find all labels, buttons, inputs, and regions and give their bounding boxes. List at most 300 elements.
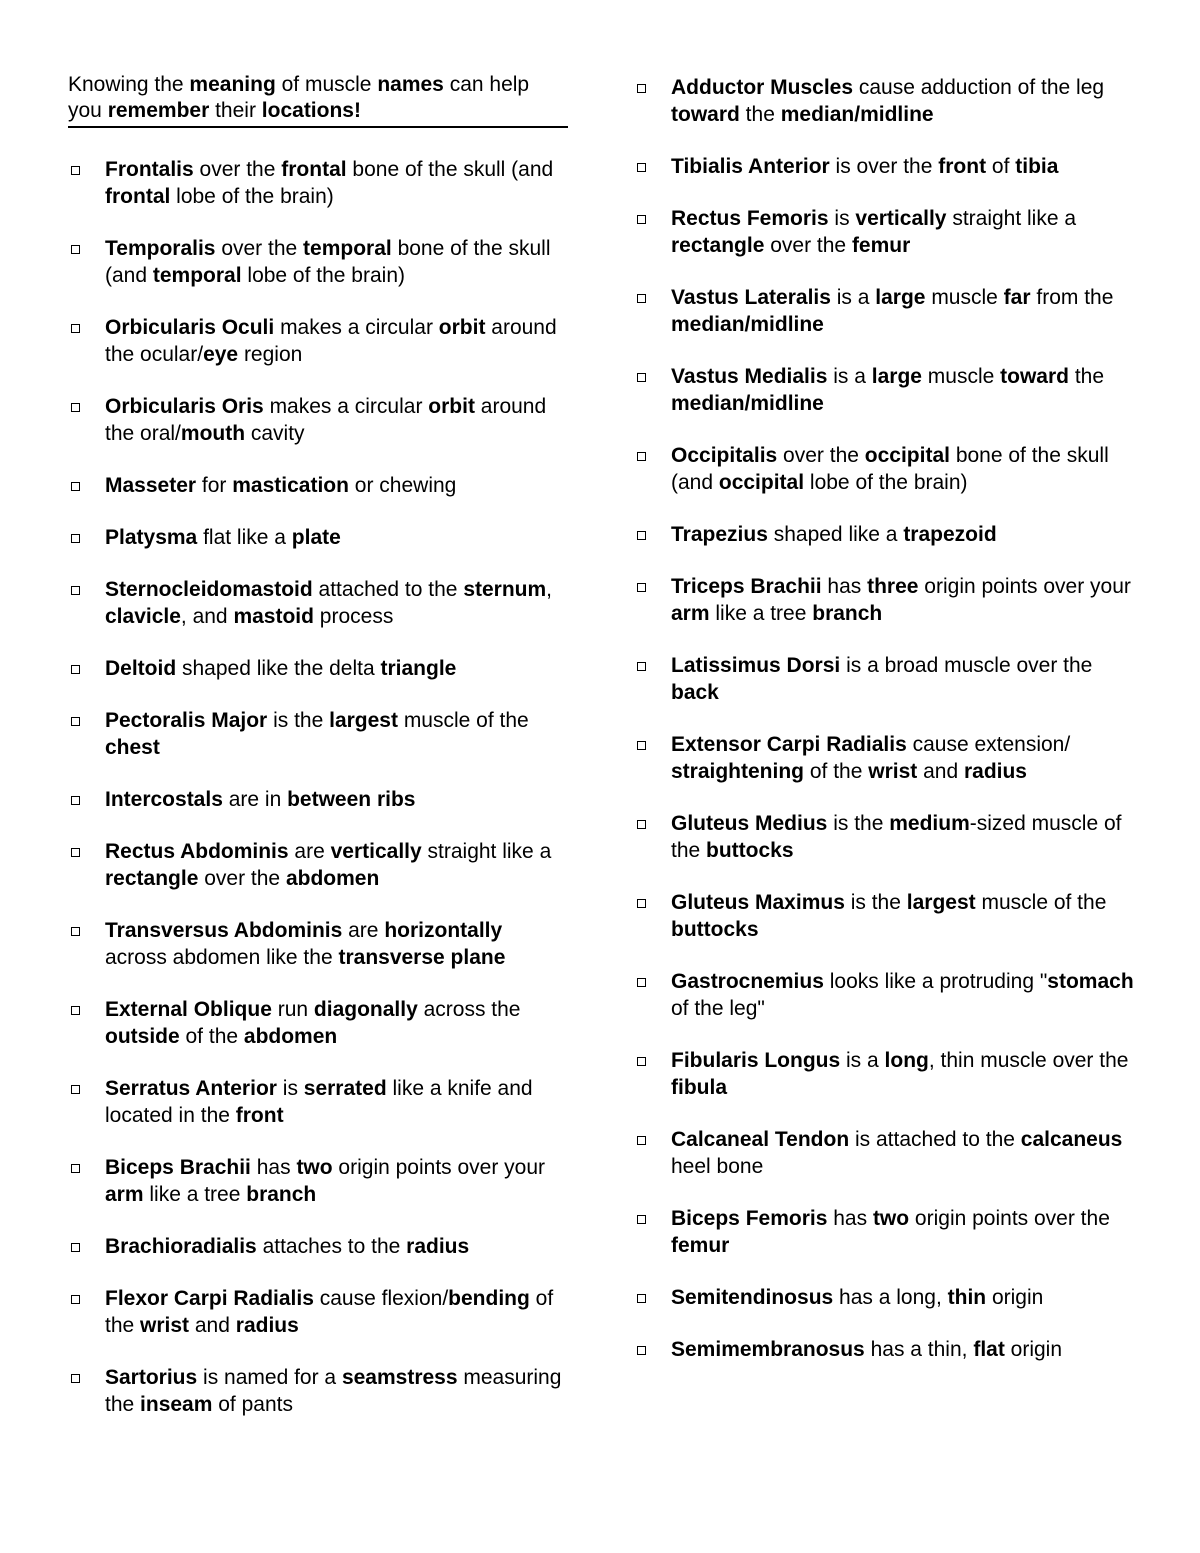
bold-term: Sartorius	[105, 1366, 198, 1389]
bold-term: Biceps Femoris	[671, 1207, 828, 1230]
text-run: is over the	[829, 155, 939, 178]
bold-term: radius	[406, 1235, 470, 1258]
bold-term: fibula	[671, 1076, 727, 1099]
bold-term: toward	[671, 103, 740, 126]
checklist-item	[68, 235, 568, 289]
checkbox-icon[interactable]	[637, 741, 646, 750]
right-checklist	[634, 74, 1134, 1363]
bold-term: Masseter	[105, 474, 197, 497]
item-text	[105, 707, 568, 761]
bold-term: Vastus Lateralis	[671, 286, 831, 309]
bold-term: horizontally	[384, 919, 503, 942]
bold-term: eye	[203, 343, 239, 366]
text-run: has a thin,	[864, 1338, 974, 1361]
checklist-item	[634, 573, 1134, 627]
checklist-item	[68, 393, 568, 447]
checklist-item	[634, 968, 1134, 1022]
bold-term: tibia	[1015, 155, 1059, 178]
text-run: over the	[777, 444, 865, 467]
text-run: is a	[827, 365, 872, 388]
bold-term: Rectus Abdominis	[105, 840, 289, 863]
checklist-item	[634, 1126, 1134, 1180]
bold-term: largest	[329, 709, 398, 732]
text-run: like a knife and located in the	[105, 1077, 533, 1127]
text-run: run	[271, 998, 314, 1021]
text-run: lobe of the brain)	[804, 471, 968, 494]
item-text	[105, 1285, 568, 1339]
item-text	[105, 576, 568, 630]
text-run: origin points over the	[909, 1207, 1110, 1230]
checkbox-icon[interactable]	[71, 324, 80, 333]
text-run: straight like a	[421, 840, 552, 863]
bold-term: sternum	[463, 578, 547, 601]
text-run: of the leg"	[671, 997, 765, 1020]
bold-term: Platysma	[105, 526, 198, 549]
bold-term: transverse plane	[338, 946, 506, 969]
checklist-item	[68, 996, 568, 1050]
bold-term: Flexor Carpi Radialis	[105, 1287, 314, 1310]
checkbox-icon[interactable]	[71, 848, 80, 857]
item-text	[105, 1364, 568, 1418]
bold-term: Rectus Femoris	[671, 207, 829, 230]
text-run: is	[276, 1077, 304, 1100]
text-run: Knowing the	[68, 73, 190, 96]
bold-term: front	[235, 1104, 284, 1127]
text-run: makes a circular	[274, 316, 439, 339]
text-run: of the	[105, 1287, 554, 1337]
bold-term: mouth	[180, 422, 246, 445]
bold-term: abdomen	[285, 867, 380, 890]
bold-term: Gastrocnemius	[671, 970, 824, 993]
item-text	[671, 1336, 1134, 1363]
checkbox-icon[interactable]	[637, 1294, 646, 1303]
text-run: bone of the skull (and	[671, 444, 1109, 494]
text-run: over the	[764, 234, 852, 257]
bold-term: thin	[947, 1286, 987, 1309]
bold-term: femur	[671, 1234, 730, 1257]
bold-term: Fibularis Longus	[671, 1049, 841, 1072]
bold-term: temporal	[152, 264, 242, 287]
item-text	[671, 573, 1134, 627]
checklist-item	[634, 1336, 1134, 1363]
checklist-item	[634, 74, 1134, 128]
text-run: their	[209, 99, 262, 122]
bold-term: femur	[851, 234, 911, 257]
bold-term: temporal	[303, 237, 392, 260]
bold-term: remember	[107, 99, 210, 122]
checkbox-icon[interactable]	[71, 1243, 80, 1252]
item-text	[105, 524, 568, 551]
bold-term: Trapezius	[671, 523, 768, 546]
text-run: of the	[179, 1025, 244, 1048]
item-text	[671, 1205, 1134, 1259]
checkbox-icon[interactable]	[637, 373, 646, 382]
bold-term: mastication	[232, 474, 349, 497]
text-run: over the	[193, 158, 282, 181]
item-text	[671, 1047, 1134, 1101]
checkbox-icon[interactable]	[71, 245, 80, 254]
text-run: cause extension/	[906, 733, 1071, 756]
checkbox-icon[interactable]	[637, 84, 646, 93]
bold-term: Serratus Anterior	[105, 1077, 277, 1100]
checklist-item	[68, 1154, 568, 1208]
text-run: shaped like the delta	[176, 657, 381, 680]
bold-term: Orbicularis Oculi	[105, 316, 275, 339]
bold-term: medium	[889, 812, 970, 835]
text-run: of the	[804, 760, 869, 783]
text-run: like a tree	[143, 1183, 247, 1206]
bold-term: occipital	[864, 444, 950, 467]
text-run: region	[238, 343, 303, 366]
bold-term: meaning	[189, 73, 276, 96]
bold-term: Semimembranosus	[671, 1338, 865, 1361]
checkbox-icon[interactable]	[71, 717, 80, 726]
bold-term: Calcaneal Tendon	[671, 1128, 850, 1151]
checkbox-icon[interactable]	[637, 163, 646, 172]
text-run: process	[313, 605, 394, 628]
bold-term: two	[296, 1156, 333, 1179]
text-run: -sized muscle of the	[671, 812, 1122, 862]
text-run: muscle	[925, 286, 1004, 309]
bold-term: calcaneus	[1020, 1128, 1123, 1151]
bold-term: Orbicularis Oris	[105, 395, 264, 418]
bold-term: Brachioradialis	[105, 1235, 257, 1258]
bold-term: arm	[105, 1183, 144, 1206]
text-run: is the	[844, 891, 907, 914]
text-run: is attached to the	[849, 1128, 1021, 1151]
item-text	[105, 156, 568, 210]
item-text	[105, 1075, 568, 1129]
checkbox-icon[interactable]	[71, 534, 80, 543]
item-text	[671, 810, 1134, 864]
item-text	[671, 442, 1134, 496]
text-run: cause flexion/	[313, 1287, 449, 1310]
bold-term: Latissimus Dorsi	[671, 654, 841, 677]
text-run: and	[189, 1314, 236, 1337]
bold-term: vertically	[855, 207, 947, 230]
text-run: like a tree	[709, 602, 813, 625]
text-run: lobe of the brain)	[170, 185, 334, 208]
text-run: attaches to the	[256, 1235, 407, 1258]
checkbox-icon[interactable]	[71, 586, 80, 595]
text-run: has	[827, 1207, 873, 1230]
checklist-item	[634, 1205, 1134, 1259]
text-run: makes a circular	[263, 395, 429, 418]
bold-term: triangle	[380, 657, 457, 680]
text-run: from the	[1030, 286, 1114, 309]
text-run: cavity	[245, 422, 305, 445]
item-text	[105, 1233, 568, 1260]
bold-term: between ribs	[287, 788, 416, 811]
bold-term: wrist	[140, 1314, 190, 1337]
checkbox-icon[interactable]	[637, 583, 646, 592]
text-run: flat like a	[197, 526, 292, 549]
bold-term: bending	[448, 1287, 530, 1310]
item-text	[105, 786, 568, 813]
bold-term: Gluteus Maximus	[671, 891, 845, 914]
bold-term: three	[867, 575, 919, 598]
checklist-item	[634, 810, 1134, 864]
text-run: origin points over your	[918, 575, 1131, 598]
text-run: has	[250, 1156, 297, 1179]
item-text	[105, 838, 568, 892]
text-run: over the	[215, 237, 304, 260]
right-column	[634, 74, 1134, 1388]
bold-term: Vastus Medialis	[671, 365, 828, 388]
text-run: is a	[830, 286, 876, 309]
checkbox-icon[interactable]	[637, 1057, 646, 1066]
item-text	[671, 205, 1134, 259]
bold-term: locations!	[261, 99, 361, 122]
checkbox-icon[interactable]	[71, 166, 80, 175]
text-run: cause adduction of the leg	[853, 76, 1105, 99]
checkbox-icon[interactable]	[637, 899, 646, 908]
bold-term: large	[871, 365, 922, 388]
bold-term: Temporalis	[105, 237, 216, 260]
bold-term: Gluteus Medius	[671, 812, 828, 835]
bold-term: serrated	[303, 1077, 387, 1100]
checkbox-icon[interactable]	[71, 482, 80, 491]
bold-term: radius	[963, 760, 1027, 783]
text-run: for	[196, 474, 233, 497]
checklist-item	[634, 731, 1134, 785]
checkbox-icon[interactable]	[71, 1164, 80, 1173]
checkbox-icon[interactable]	[637, 531, 646, 540]
bold-term: names	[377, 73, 444, 96]
checkbox-icon[interactable]	[637, 1346, 646, 1355]
bold-term: flat	[973, 1338, 1005, 1361]
checkbox-icon[interactable]	[71, 1295, 80, 1304]
item-text	[105, 917, 568, 971]
checkbox-icon[interactable]	[71, 403, 80, 412]
checkbox-icon[interactable]	[71, 1085, 80, 1094]
checklist-item	[68, 1364, 568, 1418]
bold-term: Transversus Abdominis	[105, 919, 343, 942]
text-run: straight like a	[946, 207, 1077, 230]
bold-term: largest	[906, 891, 976, 914]
bold-term: vertically	[330, 840, 422, 863]
item-text	[671, 74, 1134, 128]
bold-term: plate	[291, 526, 341, 549]
item-text	[105, 655, 568, 682]
bold-term: inseam	[140, 1393, 213, 1416]
checklist-item	[68, 1285, 568, 1339]
text-run: shaped like a	[767, 523, 904, 546]
checklist-item	[68, 917, 568, 971]
bold-term: Triceps Brachii	[671, 575, 822, 598]
bold-term: stomach	[1047, 970, 1134, 993]
bold-term: Frontalis	[105, 158, 194, 181]
item-text	[105, 996, 568, 1050]
checkbox-icon[interactable]	[71, 927, 80, 936]
text-run: over the	[198, 867, 286, 890]
text-run: is named for a	[197, 1366, 342, 1389]
text-run: bone of the skull (and	[346, 158, 554, 181]
text-run: and	[917, 760, 964, 783]
checklist-item	[68, 838, 568, 892]
text-run: around the oral/	[105, 395, 547, 445]
text-run: are	[342, 919, 385, 942]
text-run: the	[1069, 365, 1105, 388]
bold-term: trapezoid	[903, 523, 997, 546]
text-run: are in	[222, 788, 288, 811]
bold-term: buttocks	[706, 839, 794, 862]
bold-term: median/midline	[671, 313, 824, 336]
checkbox-icon[interactable]	[637, 294, 646, 303]
checklist-item	[68, 786, 568, 813]
text-run: around the ocular/	[105, 316, 557, 366]
checklist-item	[68, 1233, 568, 1260]
bold-term: branch	[246, 1183, 317, 1206]
item-text	[671, 363, 1134, 417]
checkbox-icon[interactable]	[637, 662, 646, 671]
bold-term: wrist	[868, 760, 918, 783]
item-text	[671, 652, 1134, 706]
text-run: is	[828, 207, 856, 230]
checklist-item	[634, 1047, 1134, 1101]
bold-term: Deltoid	[105, 657, 177, 680]
item-text	[671, 284, 1134, 338]
checkbox-icon[interactable]	[637, 452, 646, 461]
text-run: of pants	[212, 1393, 293, 1416]
text-run: is a broad muscle over the	[840, 654, 1093, 677]
text-run: looks like a protruding "	[823, 970, 1048, 993]
text-run: is the	[267, 709, 330, 732]
text-run: origin	[986, 1286, 1044, 1309]
item-text	[671, 521, 1134, 548]
item-text	[105, 314, 568, 368]
bold-term: Extensor Carpi Radialis	[671, 733, 907, 756]
text-run: is a	[840, 1049, 885, 1072]
checklist-item	[634, 363, 1134, 417]
bold-term: chest	[105, 736, 160, 759]
bold-term: occipital	[718, 471, 805, 494]
bold-term: Occipitalis	[671, 444, 778, 467]
item-text	[671, 153, 1134, 180]
bold-term: straightening	[671, 760, 805, 783]
item-text	[671, 731, 1134, 785]
text-run: or chewing	[348, 474, 457, 497]
bold-term: outside	[105, 1025, 180, 1048]
item-text	[105, 393, 568, 447]
text-run: muscle of the	[397, 709, 529, 732]
checklist-item	[634, 889, 1134, 943]
bold-term: frontal	[281, 158, 347, 181]
checkbox-icon[interactable]	[71, 665, 80, 674]
bold-term: rectangle	[671, 234, 765, 257]
checkbox-icon[interactable]	[637, 820, 646, 829]
text-run: of muscle	[275, 73, 378, 96]
text-run: bone of the skull (and	[105, 237, 551, 287]
bold-term: branch	[812, 602, 883, 625]
text-run: heel bone	[671, 1155, 764, 1178]
bold-term: buttocks	[671, 918, 759, 941]
bold-term: External Oblique	[105, 998, 272, 1021]
bold-term: large	[875, 286, 926, 309]
checkbox-icon[interactable]	[637, 1215, 646, 1224]
bold-term: toward	[1000, 365, 1069, 388]
bold-term: orbit	[428, 395, 475, 418]
checklist-item	[634, 153, 1134, 180]
checklist-item	[634, 442, 1134, 496]
left-column	[68, 72, 568, 1443]
bold-term: rectangle	[105, 867, 199, 890]
checkbox-icon[interactable]	[71, 1006, 80, 1015]
checklist-item	[68, 655, 568, 682]
checklist-item	[68, 576, 568, 630]
text-run: attached to the	[312, 578, 464, 601]
text-run: muscle of the	[975, 891, 1107, 914]
text-run: origin points over your	[332, 1156, 546, 1179]
bold-term: abdomen	[243, 1025, 338, 1048]
bold-term: long	[884, 1049, 929, 1072]
checklist-item	[634, 205, 1134, 259]
text-run: of	[986, 155, 1016, 178]
checklist-item	[634, 284, 1134, 338]
text-run: are	[288, 840, 331, 863]
text-run: ,	[546, 578, 553, 601]
text-run: lobe of the brain)	[241, 264, 405, 287]
bold-term: far	[1003, 286, 1031, 309]
text-run: has	[821, 575, 868, 598]
checkbox-icon[interactable]	[71, 1374, 80, 1383]
text-run: measuring the	[105, 1366, 562, 1416]
bold-term: Adductor Muscles	[671, 76, 854, 99]
left-checklist	[68, 156, 568, 1418]
checkbox-icon[interactable]	[637, 1136, 646, 1145]
checkbox-icon[interactable]	[71, 796, 80, 805]
bold-term: orbit	[438, 316, 486, 339]
bold-term: median/midline	[780, 103, 934, 126]
item-text	[105, 472, 568, 499]
text-run: is the	[827, 812, 890, 835]
item-text	[105, 235, 568, 289]
bold-term: Tibialis Anterior	[671, 155, 830, 178]
bold-term: back	[671, 681, 719, 704]
item-text	[105, 1154, 568, 1208]
bold-term: radius	[235, 1314, 299, 1337]
text-run: , and	[180, 605, 234, 628]
bold-term: seamstress	[341, 1366, 458, 1389]
bold-term: two	[872, 1207, 910, 1230]
bold-term: frontal	[105, 185, 171, 208]
text-run: origin	[1004, 1338, 1063, 1361]
checklist-item	[634, 521, 1134, 548]
bold-term: diagonally	[313, 998, 418, 1021]
checklist-item	[68, 707, 568, 761]
text-run: muscle	[921, 365, 1001, 388]
item-text	[671, 1284, 1134, 1311]
bold-term: clavicle	[105, 605, 181, 628]
checklist-item	[68, 472, 568, 499]
checkbox-icon[interactable]	[637, 978, 646, 987]
item-text	[671, 1126, 1134, 1180]
checklist-item	[68, 524, 568, 551]
checklist-item	[634, 1284, 1134, 1311]
text-run: , thin muscle over the	[928, 1049, 1129, 1072]
bold-term: Biceps Brachii	[105, 1156, 251, 1179]
checklist-item	[68, 314, 568, 368]
bold-term: mastoid	[233, 605, 314, 628]
text-run: can help you	[68, 73, 530, 122]
bold-term: front	[938, 155, 987, 178]
checklist-item	[68, 1075, 568, 1129]
text-run: has a long,	[833, 1286, 948, 1309]
item-text	[671, 968, 1134, 1022]
text-run: across the	[417, 998, 521, 1021]
bold-term: Sternocleidomastoid	[105, 578, 313, 601]
checkbox-icon[interactable]	[637, 215, 646, 224]
